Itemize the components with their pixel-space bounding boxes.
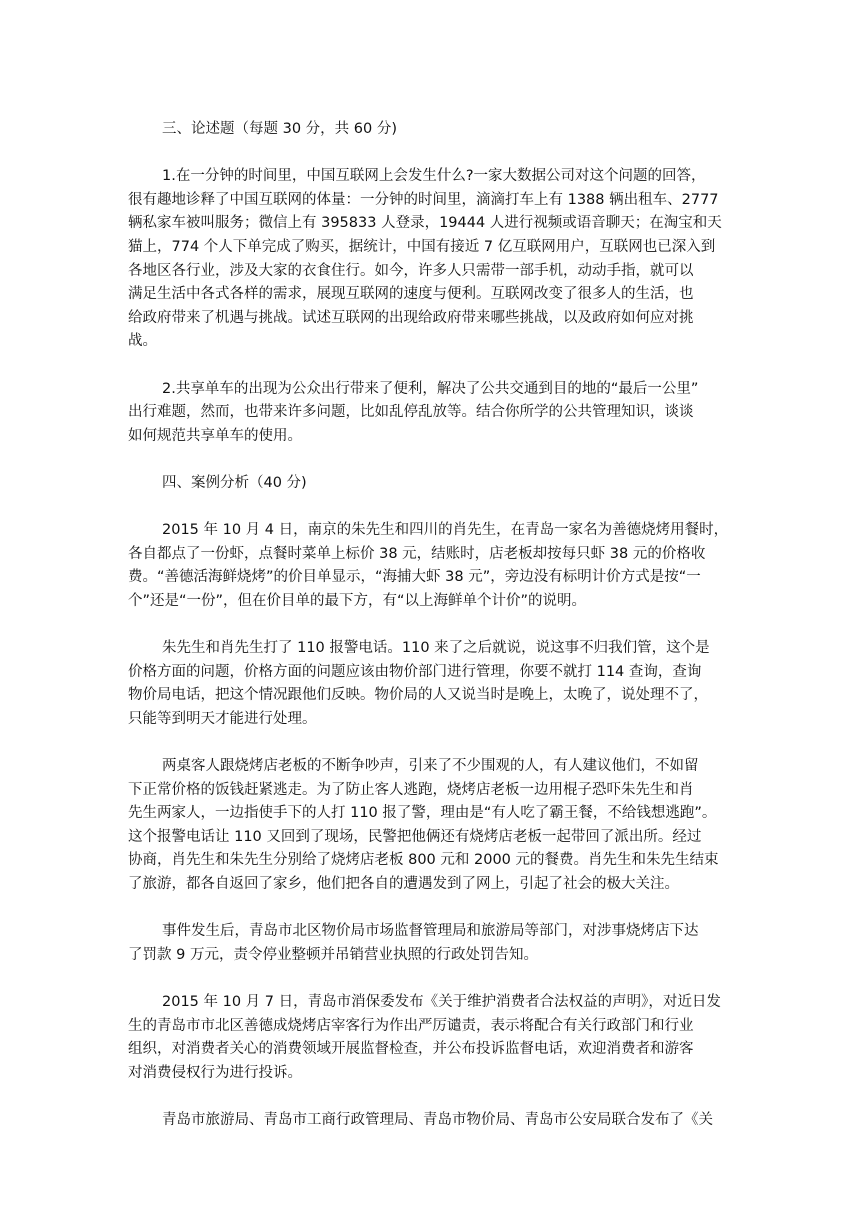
section-heading-essay: 三、论述题（每题 30 分，共 60 分) (162, 121, 397, 137)
text-line-content: 两桌客人跟烧烤店老板的不断争吵声，引来了不少围观的人，有人建议他们，不如留 (162, 758, 699, 775)
case-paragraph-4 (128, 920, 738, 967)
essay-question-2 (128, 378, 738, 449)
text-line: 协商，肖先生和朱先生分别给了烧烤店老板 800 元和 2000 元的餐费。肖先生和朱先生结束 (128, 852, 719, 869)
text-line: 很有趣地诊释了中国互联网的体量：一分钟的时间里，滴滴打车上有 1388 辆出租车、2777 (128, 191, 719, 208)
text-line: 物价局电话，把这个情况跟他们反映。物价局的人又说当时是晚上，太晚了，说处理不了， (128, 687, 708, 704)
text-line: 辆私家车被叫服务；微信上有 395833 人登录，19444 人进行视频或语音聊天；在淘宝和天 (128, 215, 722, 232)
case-paragraph-6 (128, 1109, 738, 1133)
text-line (128, 519, 738, 543)
text-line-content: 2.共享单车的出现为公众出行带来了便利，解决了公共交通到目的地的“最后一公里” (162, 380, 699, 397)
text-line: 个”还是“一份”，但在价目单的最下方，有“以上海鲜单个计价”的说明。 (128, 592, 587, 609)
text-line-content: 1.在一分钟的时间里，中国互联网上会发生什么?一家大数据公司对这个问题的回答， (162, 168, 706, 185)
essay-question-1 (128, 165, 738, 354)
text-line: 生的青岛市市北区善德成烧烤店宰客行为作出严厉谴责，表示将配合有关行政部门和行业 (128, 1017, 694, 1034)
text-line-content: 2015 年 10 月 4 日，南京的朱先生和四川的肖先生，在青岛一家名为善德烧烤用餐时， (162, 522, 729, 539)
text-line (128, 378, 738, 402)
text-line-content: 事件发生后，青岛市北区物价局市场监督管理局和旅游局等部门，对涉事烧烤店下达 (162, 923, 699, 940)
case-paragraph-2 (128, 637, 738, 731)
text-line: 各地区各行业，涉及大家的衣食住行。如今，许多人只需带一部手机，动动手指，就可以 (128, 262, 694, 279)
text-line: 给政府带来了机遇与挑战。试述互联网的出现给政府带来哪些挑战，以及政府如何应对挑 (128, 309, 694, 326)
text-line: 下正常价格的饭钱赶紧逃走。为了防止客人逃跑，烧烤店老板一边用棍子恐吓朱先生和肖 (128, 781, 694, 798)
case-paragraph-1 (128, 519, 738, 613)
text-line: 各自都点了一份虾，点餐时菜单上标价 38 元，结账时，店老板却按每只虾 38 元的价格收 (128, 545, 706, 562)
text-line: 价格方面的问题，价格方面的问题应该由物价部门进行管理，你要不就打 114 查询，查询 (128, 663, 702, 680)
text-line: 先生两家人，一边指使手下的人打 110 报了警，理由是“有人吃了霸王餐，不给钱想逃跑”。 (128, 805, 717, 822)
text-line: 出行难题，然而，也带来许多问题，比如乱停乱放等。结合你所学的公共管理知识，谈谈 (128, 404, 694, 421)
text-line: 对消费侵权行为进行投诉。 (128, 1064, 302, 1081)
text-line (128, 637, 738, 661)
text-line (128, 991, 738, 1015)
text-line (128, 755, 738, 779)
text-line: 满足生活中各式各样的需求，展现互联网的速度与便利。互联网改变了很多人的生活，也 (128, 286, 694, 303)
text-line-content: 2015 年 10 月 7 日，青岛市消保委发布《关于维护消费者合法权益的声明》，对近日发 (162, 993, 721, 1010)
case-paragraph-3 (128, 755, 738, 897)
text-line: 战。 (128, 333, 157, 350)
case-paragraph-5 (128, 991, 738, 1085)
text-line: 费。“善德活海鲜烧烤”的价目单显示，“海捕大虾 38 元”，旁边没有标明计价方式是按“一 (128, 569, 701, 586)
text-line-content: 青岛市旅游局、青岛市工商行政管理局、青岛市物价局、青岛市公安局联合发布了《关 (162, 1111, 713, 1128)
document-body (128, 118, 738, 1156)
text-line (128, 1109, 738, 1133)
text-line (128, 165, 738, 189)
text-line-content: 朱先生和肖先生打了 110 报警电话。110 来了之后就说，说这事不归我们管，这个是 (162, 640, 710, 657)
text-line: 猫上，774 个人下单完成了购买，据统计，中国有接近 7 亿互联网用户，互联网也已深入到 (128, 238, 716, 255)
text-line: 这个报警电话让 110 又回到了现场，民警把他俩还有烧烤店老板一起带回了派出所。经过 (128, 828, 702, 845)
text-line: 了罚款 9 万元，责令停业整顿并吊销营业执照的行政处罚告知。 (128, 946, 538, 963)
section-heading-case: 四、案例分析（40 分) (162, 474, 307, 491)
text-line: 如何规范共享单车的使用。 (128, 427, 302, 444)
text-line: 只能等到明天才能进行处理。 (128, 710, 317, 727)
text-line: 组织，对消费者关心的消费领域开展监督检查，并公布投诉监督电话，欢迎消费者和游客 (128, 1041, 694, 1058)
text-line: 了旅游，都各自返回了家乡，他们把各自的遭遇发到了网上，引起了社会的极大关注。 (128, 876, 679, 892)
text-line (128, 920, 738, 944)
